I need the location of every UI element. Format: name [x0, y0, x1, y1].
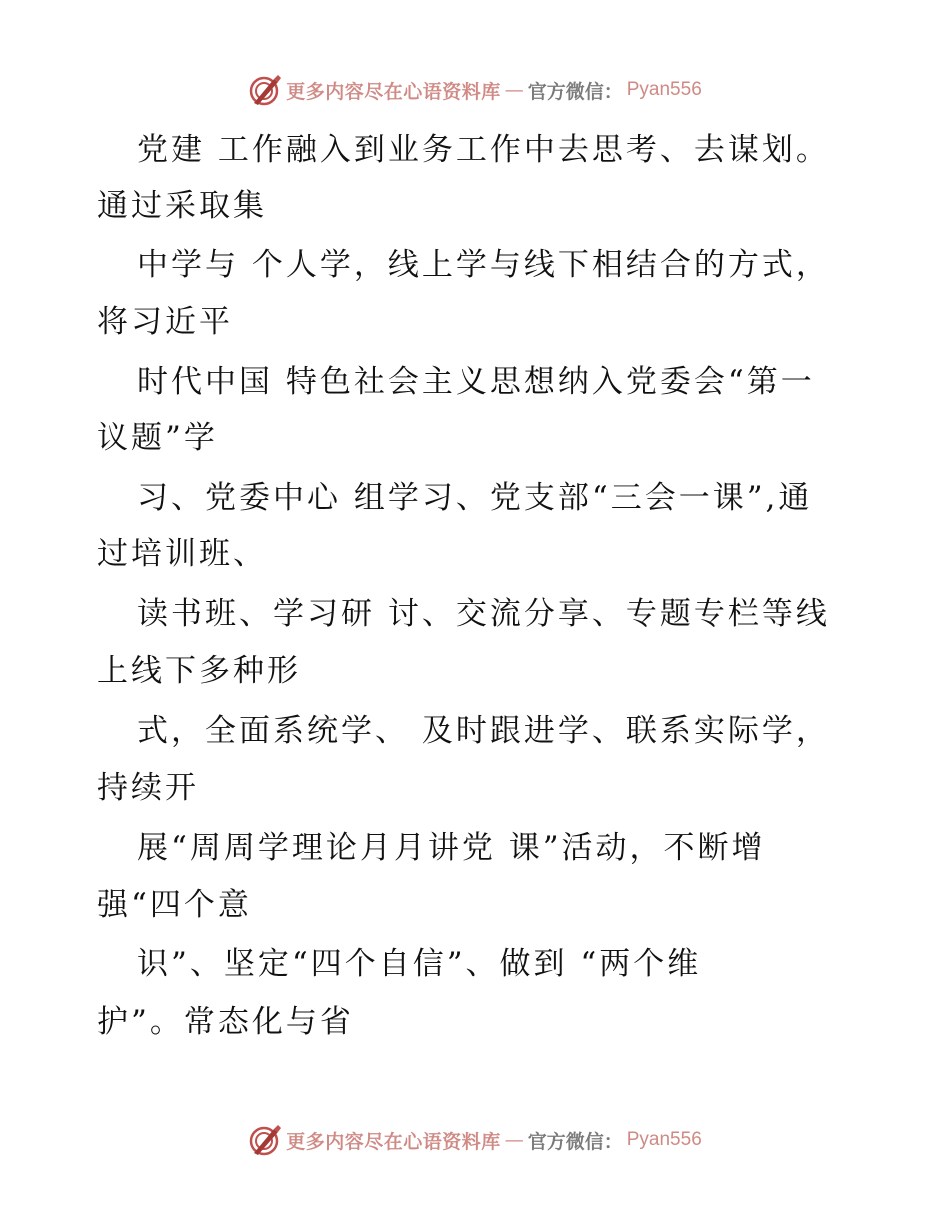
body-line: 过培训班、	[97, 536, 267, 572]
body-line: 护”。常态化与省	[97, 1004, 354, 1040]
body-line: 读书班、学习研 讨、交流分享、专题专栏等线	[137, 596, 830, 632]
body-line: 中学与 个人学，线上学与线下相结合的方式，	[137, 247, 830, 283]
body-line: 习、党委中心 组学习、党支部“三会一课”,通	[137, 480, 813, 516]
header-banner-dash: —	[504, 79, 524, 101]
footer-banner-text: 更多内容尽在心语资料库	[286, 1130, 501, 1153]
body-line: 识”、坚定“四个自信”、做到 “两个维	[137, 946, 702, 982]
footer-banner	[0, 1120, 950, 1160]
header-banner-text: 更多内容尽在心语资料库	[286, 80, 501, 103]
body-line: 党建 工作融入到业务工作中去思考、去谋划。	[137, 132, 830, 168]
body-line: 通过采取集	[97, 188, 267, 224]
body-line: 持续开	[97, 770, 199, 806]
body-line: 将习近平	[97, 304, 233, 340]
body-line: 展“周周学理论月月讲党 课”活动，不断增	[137, 830, 766, 866]
body-line: 议题”学	[97, 420, 218, 456]
body-line: 式，全面系统学、 及时跟进学、联系实际学，	[137, 713, 830, 749]
header-banner	[0, 70, 950, 110]
body-line: 强“四个意	[97, 887, 252, 923]
body-line: 时代中国 特色社会主义思想纳入党委会“第一	[137, 364, 815, 400]
pen-logo-icon	[248, 73, 282, 107]
footer-contact-id: Pyan556	[626, 1129, 702, 1150]
header-contact-label: 官方微信：	[527, 80, 623, 103]
pen-logo-icon	[248, 1123, 282, 1157]
header-contact-id: Pyan556	[626, 79, 702, 100]
body-line: 上线下多种形	[97, 653, 301, 689]
footer-contact-label: 官方微信：	[527, 1130, 623, 1153]
footer-banner-dash: —	[504, 1129, 524, 1151]
